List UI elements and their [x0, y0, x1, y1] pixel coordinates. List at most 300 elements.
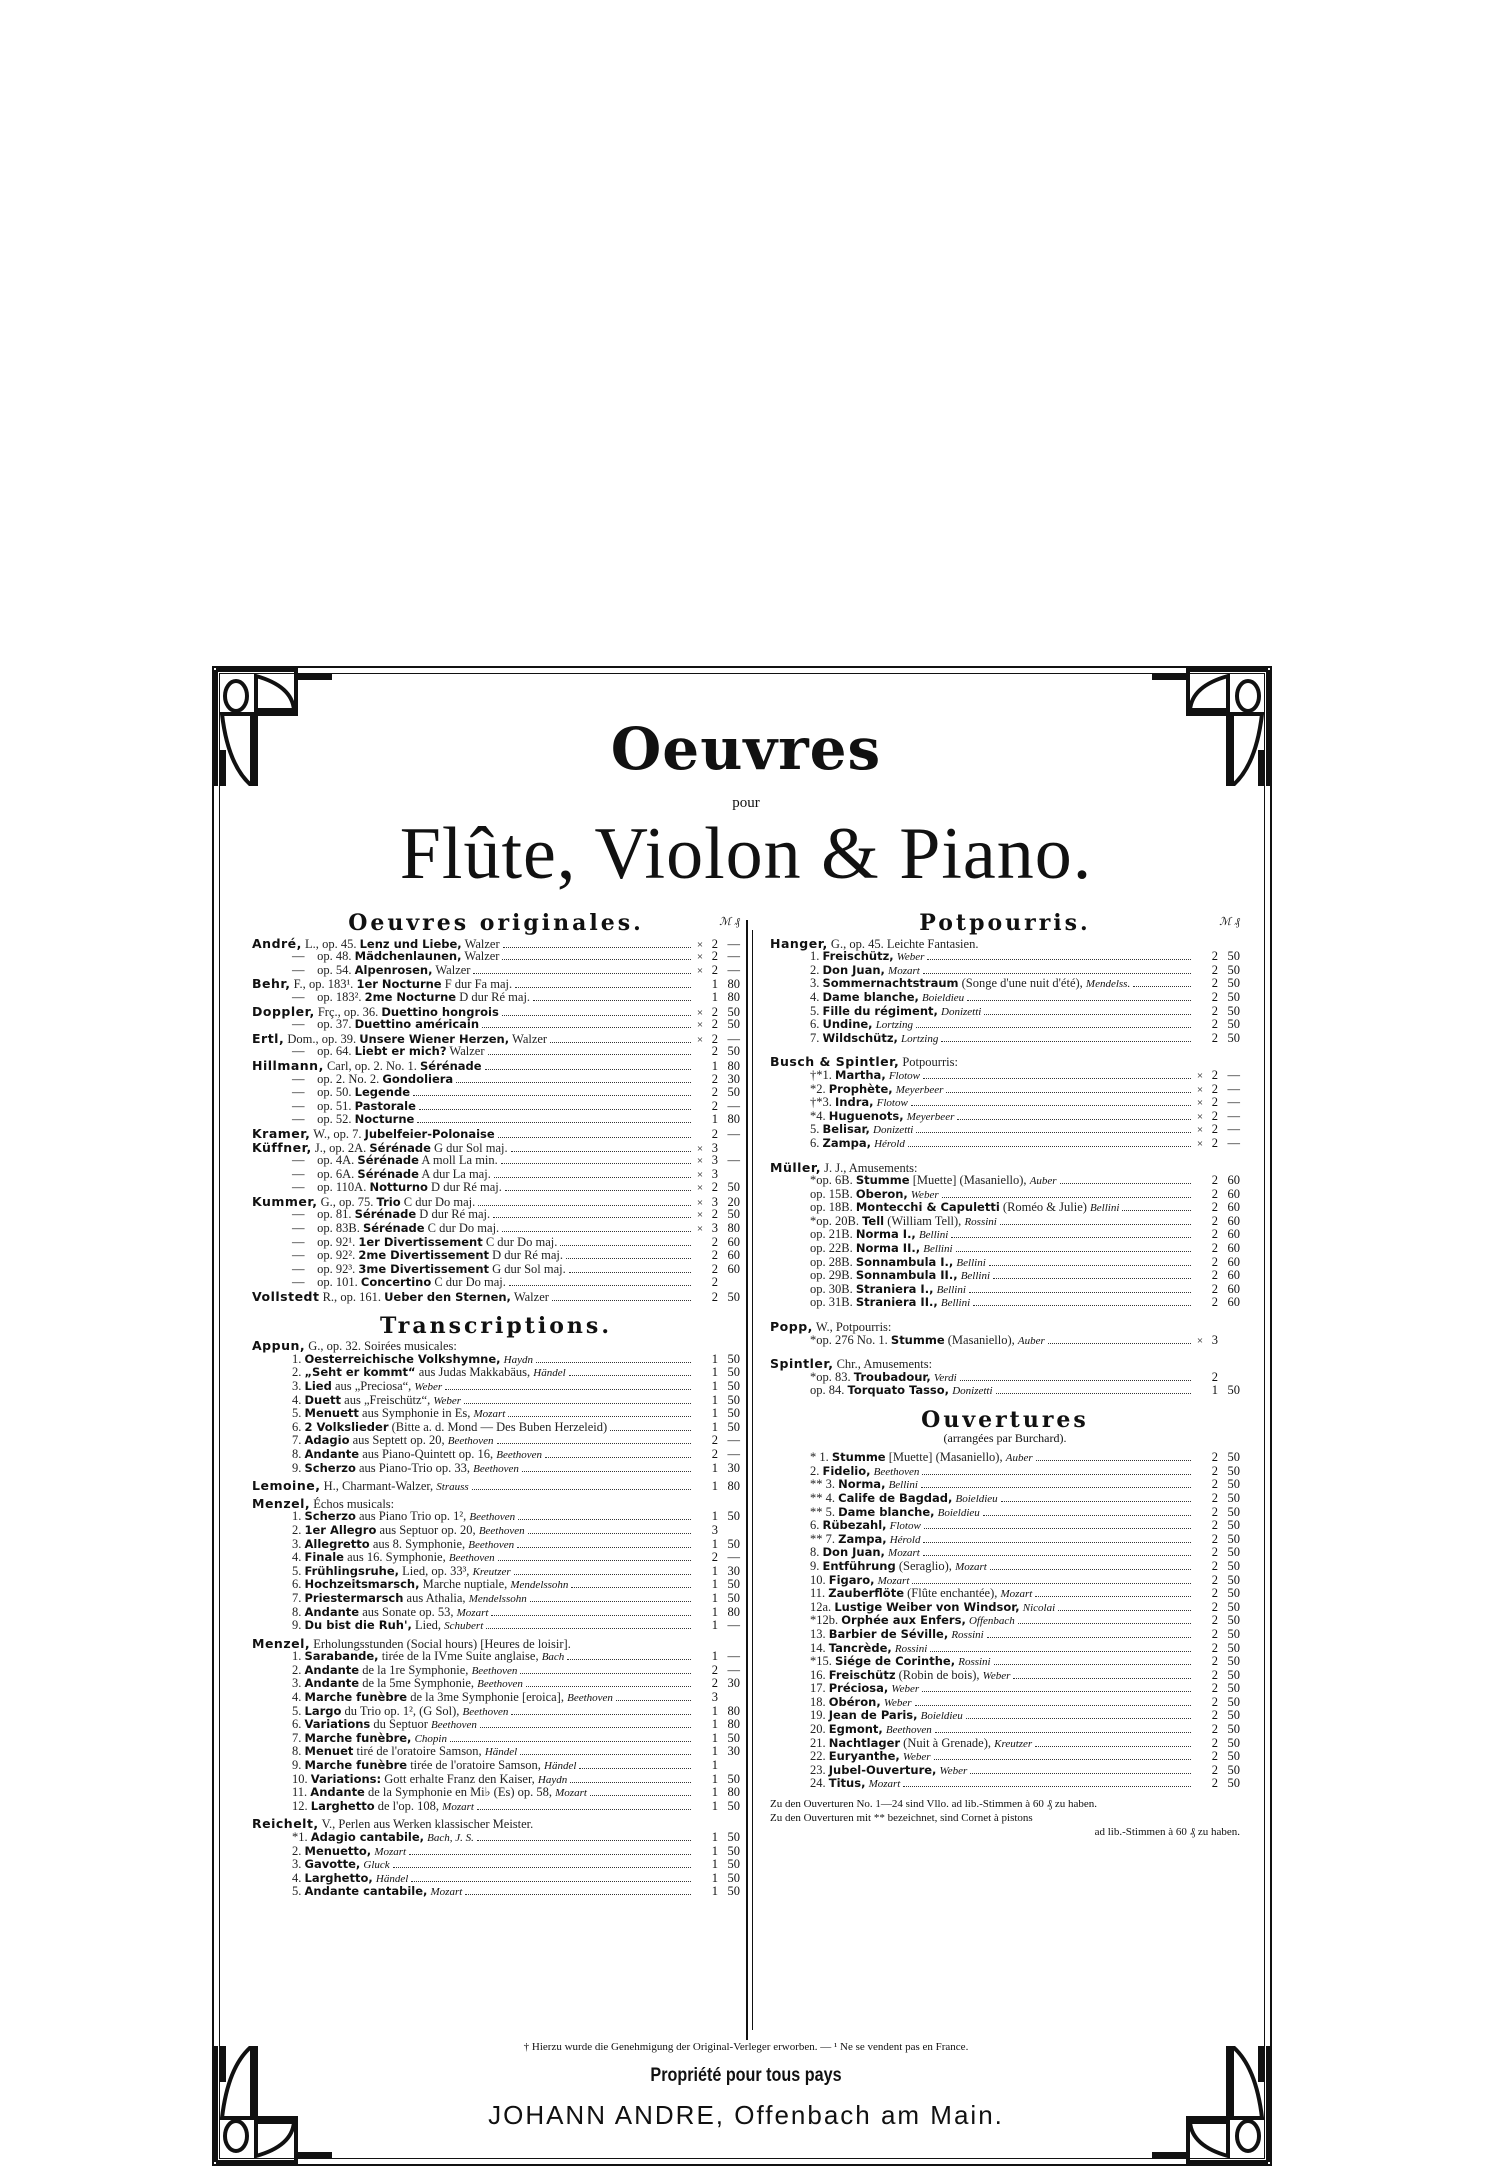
catalog-entry: [770, 1478, 1240, 1492]
price-pfennig: 80: [727, 977, 740, 992]
item-number: 5.: [292, 1703, 302, 1718]
work-title: Indra,: [835, 1095, 874, 1110]
group-header: [770, 1055, 1240, 1069]
leader-dots: [916, 1132, 1191, 1133]
composer-name: Vollstedt: [252, 1289, 320, 1305]
leader-dots: [984, 1014, 1191, 1015]
price-pfennig: 80: [727, 1221, 740, 1236]
price-marks: 1: [711, 1843, 718, 1858]
leader-dots: [983, 1515, 1191, 1516]
original-composer: Weber: [414, 1381, 443, 1393]
catalog-entry: [252, 1565, 740, 1579]
original-composer: Beethoven: [431, 1719, 477, 1732]
price-pfennig: 50: [1227, 1030, 1240, 1045]
work-title: Sarabande,: [304, 1649, 379, 1664]
original-composer: Schubert: [444, 1620, 484, 1633]
price-marks: 1: [711, 1730, 718, 1745]
entry-text: [292, 991, 530, 1005]
price-marks: 1: [711, 1590, 718, 1605]
leader-dots: [566, 1258, 691, 1259]
item-number: 3.: [292, 1536, 302, 1551]
entry-text: [810, 1334, 1045, 1349]
price-marks: 2: [1211, 1708, 1218, 1723]
original-composer: Auber: [1029, 1175, 1057, 1188]
work-title: Gavotte,: [304, 1857, 361, 1872]
price-marks: 2: [711, 1098, 718, 1113]
price-marks: 2: [1211, 1586, 1218, 1601]
price-pfennig: —: [1227, 1081, 1240, 1096]
ditto-mark: —: [292, 1017, 305, 1032]
work-title: Sonnambula I.,: [855, 1254, 954, 1269]
work-detail: Walzer: [464, 936, 500, 951]
ditto-mark: —: [292, 1248, 305, 1263]
leader-dots: [517, 1547, 691, 1548]
group-title: J. J., Amusements:: [824, 1160, 918, 1175]
opus-number: op. 37.: [317, 1017, 352, 1032]
catalog-entry: [770, 1764, 1240, 1778]
leader-dots: [491, 1615, 691, 1616]
item-number: 22.: [810, 1749, 826, 1764]
catalog-entry: [252, 1718, 740, 1732]
leader-dots: [1133, 986, 1191, 987]
leader-dots: [590, 1795, 691, 1796]
ditto-mark: —: [292, 949, 305, 964]
item-number: 9.: [292, 1618, 302, 1633]
leader-dots: [477, 1840, 691, 1841]
work-detail: aus Athalia,: [406, 1590, 466, 1605]
catalog-entry: [770, 1628, 1240, 1642]
discount-mark: ×: [696, 1142, 704, 1155]
work-title: Andante: [310, 1785, 365, 1800]
item-number: *1.: [292, 1830, 308, 1844]
work-title: Andante: [304, 1446, 360, 1461]
catalog-entry: [252, 1249, 740, 1263]
work-detail: G dur Sol maj.: [434, 1140, 508, 1155]
composer-initials: Dom.,: [287, 1031, 319, 1046]
price-pfennig: 50: [1227, 1504, 1240, 1519]
leader-dots: [450, 1741, 691, 1742]
item-number: *15.: [810, 1654, 832, 1669]
leader-dots: [501, 1163, 691, 1164]
original-composer: Bellini: [960, 1270, 991, 1283]
work-title: Andante: [304, 1662, 360, 1677]
original-composer: Beethoven: [873, 1465, 920, 1478]
price-pfennig: —: [727, 1126, 740, 1141]
catalog-entry: [252, 1263, 740, 1277]
section-heading-text: Transcriptions.: [380, 1312, 612, 1339]
item-number: *op. 20B.: [810, 1213, 859, 1228]
original-composer: Weber: [883, 1696, 912, 1709]
work-detail: aus Piano-Quintett op. 16,: [362, 1446, 494, 1461]
price-marks: 3: [711, 1690, 718, 1705]
price-marks: 2: [1211, 1776, 1218, 1791]
price-pfennig: 50: [1227, 1545, 1240, 1560]
work-title: Rübezahl,: [822, 1518, 887, 1533]
price-pfennig: 50: [727, 1365, 740, 1380]
work-title: 2 Volkslieder: [304, 1419, 389, 1434]
price-pfennig: 50: [1227, 1463, 1240, 1478]
discount-mark: ×: [1196, 1069, 1204, 1082]
column-divider-thin: [752, 930, 753, 2030]
ditto-mark: —: [292, 1098, 305, 1113]
entry-text: [292, 1800, 474, 1815]
work-title: Egmont,: [828, 1722, 883, 1737]
price-pfennig: 50: [727, 1406, 740, 1421]
opus-number: op. 6A.: [317, 1166, 355, 1181]
group-title: Potpourris:: [902, 1055, 958, 1070]
leader-dots: [912, 1583, 1191, 1584]
ditto-mark: —: [292, 1207, 305, 1222]
work-detail: tirée de la IVme Suite anglaise,: [381, 1649, 539, 1664]
work-title: 1er Allegro: [304, 1522, 377, 1537]
catalog-entry: [770, 1506, 1240, 1520]
price-marks: 1: [711, 1830, 718, 1844]
price-pfennig: 60: [727, 1248, 740, 1263]
price-marks: 2: [711, 1180, 718, 1195]
price-pfennig: 50: [1227, 1518, 1240, 1533]
price-pfennig: 50: [1227, 1749, 1240, 1764]
opus-number: op. 36.: [343, 1004, 379, 1019]
opus-number: op. 4A.: [317, 1153, 355, 1168]
price-marks: 1: [711, 1618, 718, 1633]
group-header: [770, 937, 1240, 951]
price-pfennig: —: [727, 1098, 740, 1113]
original-composer: Verdi: [933, 1371, 957, 1384]
original-composer: Mozart: [888, 964, 920, 977]
price-pfennig: 80: [727, 1058, 740, 1073]
item-number: op. 15B.: [810, 1186, 853, 1201]
original-composer: Donizetti: [941, 1005, 982, 1018]
price-pfennig: —: [727, 949, 740, 964]
work-detail: C dur Do maj.: [427, 1221, 500, 1236]
work-title: Trio: [376, 1194, 401, 1209]
leader-dots: [911, 1105, 1191, 1106]
work-title: 1er Nocturne: [356, 977, 442, 992]
entry-text: [810, 1384, 993, 1399]
original-composer: Lortzing: [875, 1019, 913, 1032]
group-title: Erholungsstunden (Social hours) [Heures de loisir].: [313, 1636, 571, 1651]
work-title: Freischütz,: [822, 949, 894, 964]
catalog-entry: [252, 1479, 740, 1493]
composer-name: Küffner,: [252, 1139, 312, 1155]
leader-dots: [528, 1533, 691, 1534]
composer-name: Appun,: [252, 1338, 306, 1354]
composer-name: Spintler,: [770, 1356, 834, 1372]
work-title: Concertino: [360, 1275, 432, 1290]
work-title: Allegretto: [304, 1536, 370, 1551]
original-composer: Lortzing: [901, 1032, 939, 1045]
catalog-entry: [770, 1546, 1240, 1560]
work-detail: de la 1re Symphonie,: [362, 1662, 469, 1677]
work-title: Straniera II.,: [855, 1295, 938, 1310]
price-marks: 2: [711, 949, 718, 964]
group-header: [252, 1497, 740, 1511]
entry-text: [292, 1073, 453, 1087]
work-title: Sérénade: [357, 1166, 419, 1181]
leader-dots: [560, 1245, 691, 1246]
item-number: op. 31B.: [810, 1295, 853, 1310]
original-composer: Flotow: [888, 1069, 920, 1082]
catalog-entry: [770, 1083, 1240, 1097]
work-title: Orphée aux Enfers,: [841, 1613, 966, 1628]
discount-mark: ×: [696, 1033, 704, 1046]
item-number: 14.: [810, 1640, 826, 1655]
leader-dots: [1058, 1610, 1191, 1611]
price-pfennig: 50: [1227, 1383, 1240, 1398]
catalog-entry: [770, 1533, 1240, 1547]
item-number: 1.: [292, 1351, 302, 1366]
leader-dots: [488, 1054, 692, 1055]
price-pfennig: 30: [727, 1460, 740, 1475]
catalog-entry: [770, 1465, 1240, 1479]
original-composer: Gluck: [363, 1859, 390, 1872]
price-marks: 2: [1211, 1735, 1218, 1750]
price-pfennig: —: [727, 1662, 740, 1677]
price-marks: 2: [1211, 1281, 1218, 1296]
original-composer: Offenbach: [968, 1615, 1015, 1628]
item-number: 7.: [292, 1730, 302, 1745]
work-title: Pastorale: [354, 1098, 416, 1113]
price-marks: 2: [1211, 1122, 1218, 1137]
work-title: 1er Divertissement: [358, 1234, 483, 1249]
price-marks: 2: [1211, 1241, 1218, 1256]
catalog-entry: [770, 1188, 1240, 1202]
price-marks: 1: [711, 1392, 718, 1407]
work-title: 2me Divertissement: [358, 1248, 490, 1263]
work-detail: aus „Freischütz“,: [344, 1392, 431, 1407]
price-marks: 2: [711, 1261, 718, 1276]
leader-dots: [473, 973, 691, 974]
composer-name: Reichelt,: [252, 1816, 319, 1832]
section-heading: [252, 910, 740, 936]
original-composer: Beethoven: [468, 1538, 515, 1551]
price-marks: 1: [711, 977, 718, 992]
original-composer: Hérold: [874, 1137, 905, 1150]
price-marks: 2: [1211, 1108, 1218, 1123]
catalog-entry: [770, 1750, 1240, 1764]
catalog-entry: [770, 1737, 1240, 1751]
item-number: 6.: [810, 1518, 820, 1533]
work-title: Troubadour,: [853, 1369, 931, 1384]
work-title: Titus,: [828, 1776, 866, 1791]
work-title: Adagio cantabile,: [310, 1830, 425, 1844]
price-marks: 1: [711, 1509, 718, 1524]
group-header: [252, 1637, 740, 1651]
opus-number: op. 161.: [340, 1290, 381, 1305]
ditto-mark: —: [292, 1071, 305, 1086]
work-title: Frühlingsruhe,: [304, 1563, 400, 1578]
entry-text: [292, 1236, 557, 1250]
original-composer: Beethoven: [477, 1678, 523, 1691]
catalog-entry: [252, 1005, 740, 1019]
item-number: 6.: [810, 1135, 820, 1150]
work-title: Norma II.,: [855, 1241, 921, 1256]
item-number: op. 22B.: [810, 1241, 853, 1256]
item-number: op. 30B.: [810, 1281, 853, 1296]
item-number: op. 18B.: [810, 1200, 853, 1215]
opus-number: op. 92¹.: [317, 1234, 356, 1249]
price-pfennig: 50: [727, 1536, 740, 1551]
price-pfennig: 60: [1227, 1254, 1240, 1269]
original-composer: Bellini: [888, 1479, 918, 1492]
original-composer: Donizetti: [873, 1124, 914, 1137]
item-number: 7.: [810, 1030, 820, 1045]
price-pfennig: 60: [1227, 1213, 1240, 1228]
work-detail: Walzer: [512, 1031, 548, 1046]
catalog-entry: [252, 1086, 740, 1100]
catalog-entry: [252, 1154, 740, 1168]
work-title: Menuett: [304, 1406, 359, 1421]
catalog-entry: [252, 964, 740, 978]
item-number: 4.: [292, 1392, 302, 1407]
catalog-entry: [770, 1283, 1240, 1297]
work-title: Straniera I.,: [855, 1281, 934, 1296]
entry-text: [292, 1086, 410, 1100]
original-composer: Kreutzer: [994, 1737, 1033, 1750]
price-marks: 2: [711, 1017, 718, 1032]
catalog-entry: [252, 1018, 740, 1032]
work-detail: Lied,: [414, 1618, 442, 1633]
work-title: Oberon,: [855, 1186, 908, 1201]
leader-dots: [1048, 1343, 1191, 1344]
work-detail: aus Piano Trio op. 1²,: [358, 1509, 467, 1524]
item-number: *12b.: [810, 1613, 839, 1628]
item-number: 21.: [810, 1735, 826, 1750]
leader-dots: [502, 1231, 691, 1232]
group-title: V., Perlen aus Werken klassischer Meister.: [321, 1817, 534, 1832]
price-pfennig: 50: [727, 1207, 740, 1222]
work-detail: A moll La min.: [421, 1153, 498, 1168]
original-composer: Bellini: [956, 1256, 986, 1269]
price-marks: 2: [1211, 1599, 1218, 1614]
catalog-entry: [252, 1759, 740, 1773]
leader-dots: [966, 1718, 1191, 1719]
catalog-entry: [770, 1655, 1240, 1669]
price-pfennig: 80: [727, 1604, 740, 1619]
section-heading-text: Potpourris.: [919, 910, 1091, 936]
item-number: *op. 6B.: [810, 1173, 853, 1188]
catalog-entry: [252, 1524, 740, 1538]
work-title: Priestermarsch: [304, 1590, 404, 1605]
catalog-entry: [770, 1256, 1240, 1270]
catalog-entry: [770, 1269, 1240, 1283]
price-pfennig: 50: [1227, 1681, 1240, 1696]
catalog-entry: [770, 1777, 1240, 1791]
catalog-entry: [252, 1650, 740, 1664]
leader-dots: [571, 1587, 691, 1588]
leader-dots: [520, 1754, 691, 1755]
work-title: Andante cantabile,: [304, 1884, 428, 1899]
item-number: 2.: [292, 1662, 302, 1677]
price-marks: 2: [1211, 1227, 1218, 1242]
price-pfennig: 60: [1227, 1186, 1240, 1201]
price-marks: 1: [711, 1577, 718, 1592]
item-number: 11.: [292, 1785, 308, 1800]
price-marks: 1: [711, 1563, 718, 1578]
ditto-mark: —: [292, 962, 305, 977]
original-composer: Haydn: [503, 1353, 533, 1366]
price-marks: 3: [711, 1194, 718, 1209]
item-number: op. 28B.: [810, 1254, 853, 1269]
work-title: Sérénade: [369, 1140, 431, 1155]
work-detail: G dur Sol maj.: [492, 1261, 566, 1276]
item-number: 6.: [292, 1419, 302, 1434]
work-title: Alpenrosen,: [354, 962, 433, 977]
original-composer: Nicolai: [1022, 1601, 1056, 1614]
price-marks: 2: [1211, 1200, 1218, 1215]
catalog-entry: [252, 1691, 740, 1705]
entry-text: [292, 1619, 483, 1634]
leader-dots: [503, 947, 691, 948]
price-marks: 2: [1211, 1095, 1218, 1110]
original-composer: Mozart: [1000, 1588, 1033, 1601]
work-title: Belisar,: [822, 1122, 870, 1137]
leader-dots: [493, 1217, 691, 1218]
price-pfennig: 80: [727, 1717, 740, 1732]
catalog-entry: [770, 1296, 1240, 1310]
work-detail: tiré de l'oratoire Samson,: [356, 1744, 482, 1759]
item-number: 5.: [810, 1122, 820, 1137]
item-number: 1.: [292, 1509, 302, 1524]
price-marks: 1: [711, 1406, 718, 1421]
leader-dots: [465, 1894, 691, 1895]
catalog-entry: [770, 1560, 1240, 1574]
price-pfennig: 80: [727, 1785, 740, 1800]
original-composer: Flotow: [889, 1520, 921, 1533]
original-composer: Mozart: [555, 1787, 587, 1800]
price-pfennig: 50: [727, 1884, 740, 1899]
opus-number: op. 92³.: [317, 1261, 356, 1276]
composer-initials: L.,: [305, 936, 319, 951]
discount-mark: ×: [696, 1209, 704, 1222]
work-detail: (William Tell),: [887, 1213, 962, 1228]
work-detail: [Muette] (Masaniello),: [912, 1173, 1027, 1188]
work-detail: (Roméo & Julie): [1002, 1200, 1087, 1215]
price-marks: 2: [711, 1031, 718, 1046]
work-detail: Walzer: [449, 1044, 485, 1059]
group-header: [252, 1817, 740, 1831]
leader-dots: [927, 959, 1191, 960]
leader-dots: [497, 1443, 691, 1444]
item-number: †*3.: [810, 1095, 832, 1110]
original-composer: Mendelss.: [1085, 978, 1131, 991]
price-pfennig: 50: [727, 1419, 740, 1434]
catalog-entry: [770, 1614, 1240, 1628]
work-title: Scherzo: [304, 1460, 356, 1475]
discount-mark: ×: [696, 1155, 704, 1168]
price-pfennig: 50: [727, 1577, 740, 1592]
composer-name: Behr,: [252, 976, 291, 992]
work-title: Larghetto: [310, 1798, 375, 1813]
item-number: 2.: [292, 1522, 302, 1537]
group-title: Chr., Amusements:: [836, 1357, 933, 1372]
price-marks: 1: [711, 1758, 718, 1773]
price-pfennig: 50: [727, 1730, 740, 1745]
catalog-entry: [252, 1073, 740, 1087]
item-number: ** 3.: [810, 1477, 835, 1492]
entry-text: [292, 964, 470, 978]
item-number: 8.: [810, 1545, 820, 1560]
catalog-entry: [252, 1885, 740, 1899]
leader-dots: [536, 1362, 691, 1363]
leader-dots: [967, 1000, 1191, 1001]
item-number: op. 21B.: [810, 1227, 853, 1242]
price-pfennig: 50: [727, 1044, 740, 1059]
work-title: Montecchi & Capuletti: [855, 1200, 1000, 1215]
work-title: Sérénade: [362, 1221, 425, 1236]
leader-dots: [505, 1190, 691, 1191]
leader-dots: [957, 1119, 1191, 1120]
